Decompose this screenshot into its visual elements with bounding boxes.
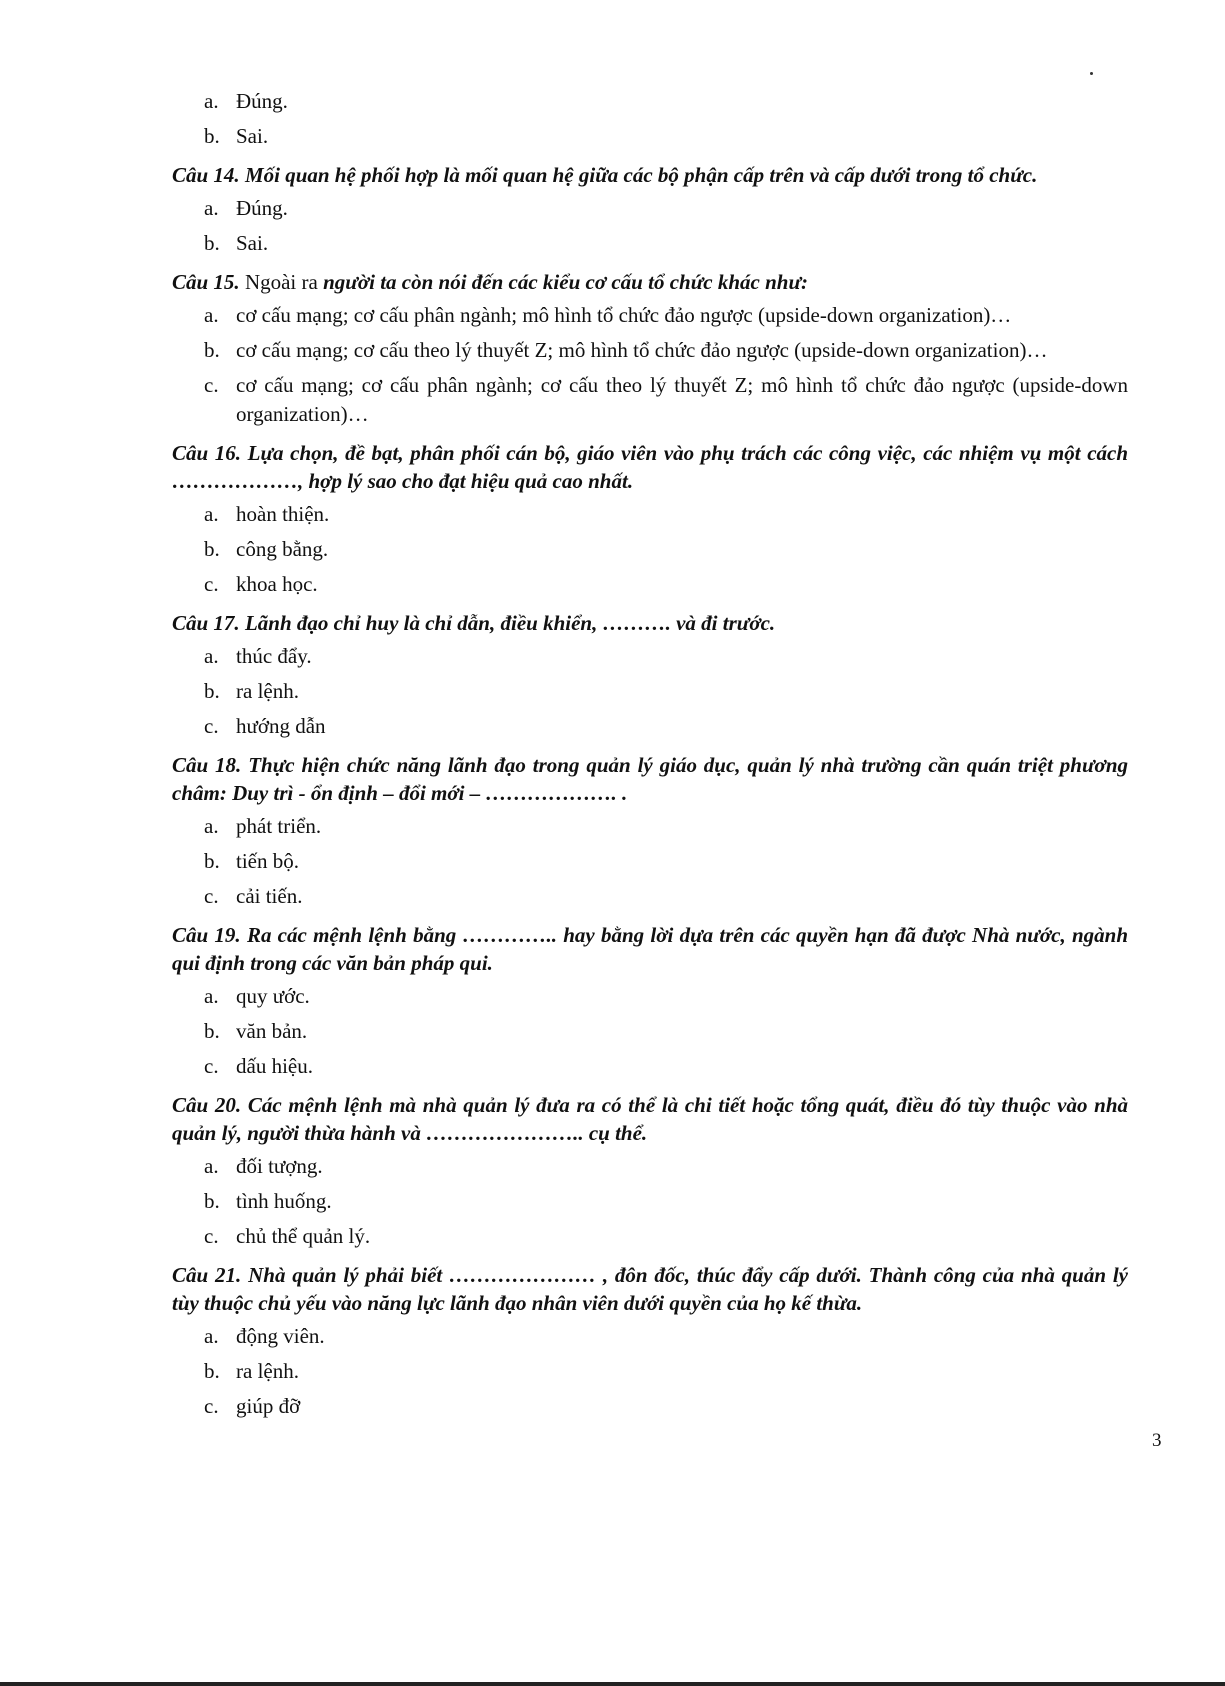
question-17: Câu 17. Lãnh đạo chỉ huy là chỉ dẫn, điều khiển, ………. và đi trước. bbox=[172, 611, 776, 635]
page-number: 3 bbox=[1152, 1430, 1162, 1451]
q21-option-a: a. động viên. bbox=[204, 1324, 325, 1348]
q19-option-a: a. quy ước. bbox=[204, 984, 310, 1008]
q15-option-b: b. cơ cấu mạng; cơ cấu theo lý thuyết Z; mô hình tổ chức đảo ngược (upside-down organization)… bbox=[204, 338, 1048, 362]
scan-bottom-edge bbox=[0, 1682, 1225, 1686]
q21-options bbox=[172, 1322, 1128, 1421]
scan-speck bbox=[1090, 72, 1093, 75]
q14-option-a: a. Đúng. bbox=[204, 196, 288, 220]
q18-option-c: c. cải tiến. bbox=[204, 884, 303, 908]
q13-options bbox=[172, 87, 1128, 151]
q18-options bbox=[172, 812, 1128, 911]
q17-options bbox=[172, 642, 1128, 741]
q18-option-a: a. phát triển. bbox=[204, 814, 322, 838]
q21-option-c: c. giúp đỡ bbox=[204, 1394, 301, 1418]
q17-option-c: c. hướng dẫn bbox=[204, 714, 326, 738]
q20-option-a: a. đối tượng. bbox=[204, 1154, 323, 1178]
q17-option-a: a. thúc đẩy. bbox=[204, 644, 312, 668]
q15-options bbox=[172, 301, 1128, 429]
question-14: Câu 14. Mối quan hệ phối hợp là mối quan hệ giữa các bộ phận cấp trên và cấp dưới trong tổ chức. bbox=[172, 163, 1038, 187]
q16-option-a: a. hoàn thiện. bbox=[204, 502, 330, 526]
q13-option-b: b. Sai. bbox=[204, 124, 269, 148]
question-15: Câu 15. Ngoài ra người ta còn nói đến các kiểu cơ cấu tổ chức khác như: bbox=[172, 270, 809, 294]
q19-options bbox=[172, 982, 1128, 1081]
q15-option-a: a. cơ cấu mạng; cơ cấu phân ngành; mô hình tổ chức đảo ngược (upside-down organization)… bbox=[204, 303, 1012, 327]
q14-options bbox=[172, 194, 1128, 258]
q19-option-c: c. dấu hiệu. bbox=[204, 1054, 313, 1078]
question-21: Câu 21. Nhà quản lý phải biết ………………… , đôn đốc, thúc đẩy cấp dưới. Thành công của nhà quản lý tùy thuộc chủ yếu vào năng lực lãnh đạo nhân viên dưới quyền của họ kế thừa. bbox=[172, 1263, 1129, 1315]
q13-option-a: a. Đúng. bbox=[204, 89, 288, 113]
question-19: Câu 19. Ra các mệnh lệnh bằng ………….. hay bằng lời dựa trên các quyền hạn đã được Nhà nước, ngành qui định trong các văn bản pháp qui. bbox=[172, 923, 1129, 975]
q16-option-c: c. khoa học. bbox=[204, 572, 318, 596]
q19-option-b: b. văn bản. bbox=[204, 1019, 308, 1043]
q14-option-b: b. Sai. bbox=[204, 231, 269, 255]
q20-options bbox=[172, 1152, 1128, 1251]
quiz-content bbox=[172, 84, 1128, 1427]
q15-option-c: c. cơ cấu mạng; cơ cấu phân ngành; cơ cấu theo lý thuyết Z; mô hình tổ chức đảo ngược (upside-down organization)… bbox=[204, 373, 1128, 426]
q18-option-b: b. tiến bộ. bbox=[204, 849, 299, 873]
q16-options bbox=[172, 500, 1128, 599]
question-16: Câu 16. Lựa chọn, đề bạt, phân phối cán bộ, giáo viên vào phụ trách các công việc, các nhiệm vụ một cách ………………, hợp lý sao cho đạt hiệu quả cao nhất. bbox=[172, 441, 1129, 493]
q16-option-b: b. công bằng. bbox=[204, 537, 329, 561]
q17-option-b: b. ra lệnh. bbox=[204, 679, 299, 703]
q20-option-c: c. chủ thể quản lý. bbox=[204, 1224, 371, 1248]
question-20: Câu 20. Các mệnh lệnh mà nhà quản lý đưa ra có thể là chi tiết hoặc tổng quát, điều đó tùy thuộc vào nhà quản lý, người thừa hành và ………………….. cụ thể. bbox=[172, 1093, 1128, 1145]
q20-option-b: b. tình huống. bbox=[204, 1189, 332, 1213]
question-18: Câu 18. Thực hiện chức năng lãnh đạo trong quản lý giáo dục, quản lý nhà trường cần quán triệt phương châm: Duy trì - ổn định – đổi mới – ………………. . bbox=[172, 753, 1129, 805]
q21-option-b: b. ra lệnh. bbox=[204, 1359, 299, 1383]
